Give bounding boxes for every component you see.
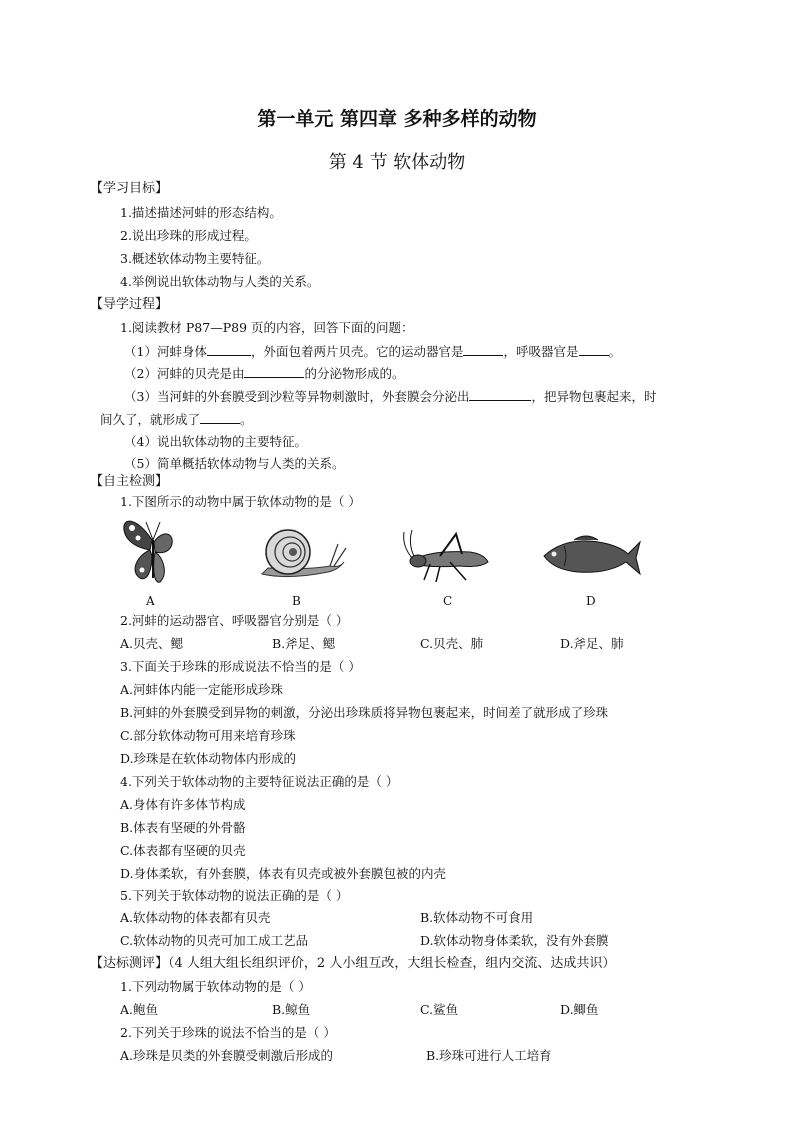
fill-blank[interactable] (207, 343, 251, 356)
guide-intro: 1.阅读教材 P87—P89 页的内容，回答下面的问题： (120, 320, 414, 335)
selftest-question-5: 5.下列关于软体动物的说法正确的是（ ） (120, 888, 349, 903)
option: D.鲫鱼 (560, 1002, 599, 1017)
selftest-question-1: 1.下图所示的动物中属于软体动物的是（ ） (120, 494, 361, 509)
fill-blank[interactable] (200, 411, 240, 424)
option: D.斧足、肺 (560, 636, 624, 651)
option: A.鲍鱼 (120, 1002, 159, 1017)
figure-label-a: A (146, 594, 155, 608)
option: A.贝壳、鳃 (120, 636, 184, 651)
fill-blank[interactable] (463, 343, 503, 356)
fish-image (538, 530, 642, 582)
option: A.河蚌体内能一定能形成珍珠 (120, 682, 284, 697)
guide-question-3: （3）当河蚌的外套膜受到沙粒等异物刺激时，外套膜会分泌出 ，把异物包裹起来，时 (124, 389, 657, 404)
option: C.体表都有坚硬的贝壳 (120, 843, 246, 858)
animal-figures (110, 512, 670, 612)
option: C.部分软体动物可用来培育珍珠 (120, 728, 296, 743)
selftest-question-3: 3.下面关于珍珠的形成说法不恰当的是（ ） (120, 659, 361, 674)
selftest-question-4: 4.下列关于软体动物的主要特征说法正确的是（ ） (120, 774, 399, 789)
guide-question-1: （1）河蚌身体 ，外面包着两片贝壳。它的运动器官是 ，呼吸器官是 。 (124, 344, 622, 359)
option: C.贝壳、肺 (420, 636, 484, 651)
fill-blank[interactable] (579, 343, 609, 356)
option: B.鲸鱼 (272, 1002, 311, 1017)
goal-item: 3.概述软体动物主要特征。 (120, 251, 270, 266)
option: A.珍珠是贝类的外套膜受刺激后形成的 (120, 1048, 334, 1063)
option: B.体表有坚硬的外骨骼 (120, 820, 246, 835)
snail-image (258, 522, 348, 588)
guide-question-2: （2）河蚌的贝壳是由 的分泌物形成的。 (124, 366, 405, 381)
option: B.斧足、鳃 (272, 636, 336, 651)
goals-heading: 【学习目标】 (90, 181, 169, 196)
option: D.珍珠是在软体动物体内形成的 (120, 751, 297, 766)
fill-blank[interactable] (244, 365, 304, 378)
section-title: 第 4 节 软体动物 (328, 152, 466, 173)
option: A.软体动物的体表都有贝壳 (120, 910, 271, 925)
selftest-heading: 【自主检测】 (90, 474, 169, 489)
goal-item: 4.举例说出软体动物与人类的关系。 (120, 274, 320, 289)
option: B.河蚌的外套膜受到异物的刺激，分泌出珍珠质将异物包裹起来，时间差了就形成了珍珠 (120, 705, 609, 720)
option: A.身体有许多体节构成 (120, 797, 246, 812)
grasshopper-image (400, 526, 496, 586)
butterfly-image (118, 512, 188, 590)
option: B.软体动物不可食用 (420, 910, 534, 925)
unit-title: 第一单元 第四章 多种多样的动物 (257, 108, 537, 130)
guide-question-5: （5）简单概括软体动物与人类的关系。 (124, 456, 345, 471)
figure-label-c: C (443, 594, 453, 608)
fill-blank[interactable] (469, 388, 531, 401)
option: D.身体柔软，有外套膜，体表有贝壳或被外套膜包被的内壳 (120, 866, 447, 881)
guide-heading: 【导学过程】 (90, 297, 169, 312)
option: C.鲨鱼 (420, 1002, 459, 1017)
goal-item: 2.说出珍珠的形成过程。 (120, 228, 257, 243)
figure-label-d: D (586, 594, 596, 608)
goal-item: 1.描述描述河蚌的形态结构。 (120, 205, 282, 220)
selftest-question-2: 2.河蚌的运动器官、呼吸器官分别是（ ） (120, 613, 349, 628)
option: B.珍珠可进行人工培育 (426, 1048, 552, 1063)
figure-label-b: B (292, 594, 301, 608)
assess-heading: 【达标测评】（4 人组大组长组织评价，2 人小组互改，大组长检查，组内交流、达成共识） (90, 956, 616, 971)
assess-question-1: 1.下列动物属于软体动物的是（ ） (120, 979, 311, 994)
option: D.软体动物身体柔软，没有外套膜 (420, 933, 609, 948)
option: C.软体动物的贝壳可加工成工艺品 (120, 933, 309, 948)
assess-question-2: 2.下列关于珍珠的说法不恰当的是（ ） (120, 1025, 336, 1040)
guide-question-3-cont: 间久了，就形成了 。 (100, 412, 253, 427)
guide-question-4: （4）说出软体动物的主要特征。 (124, 434, 307, 449)
